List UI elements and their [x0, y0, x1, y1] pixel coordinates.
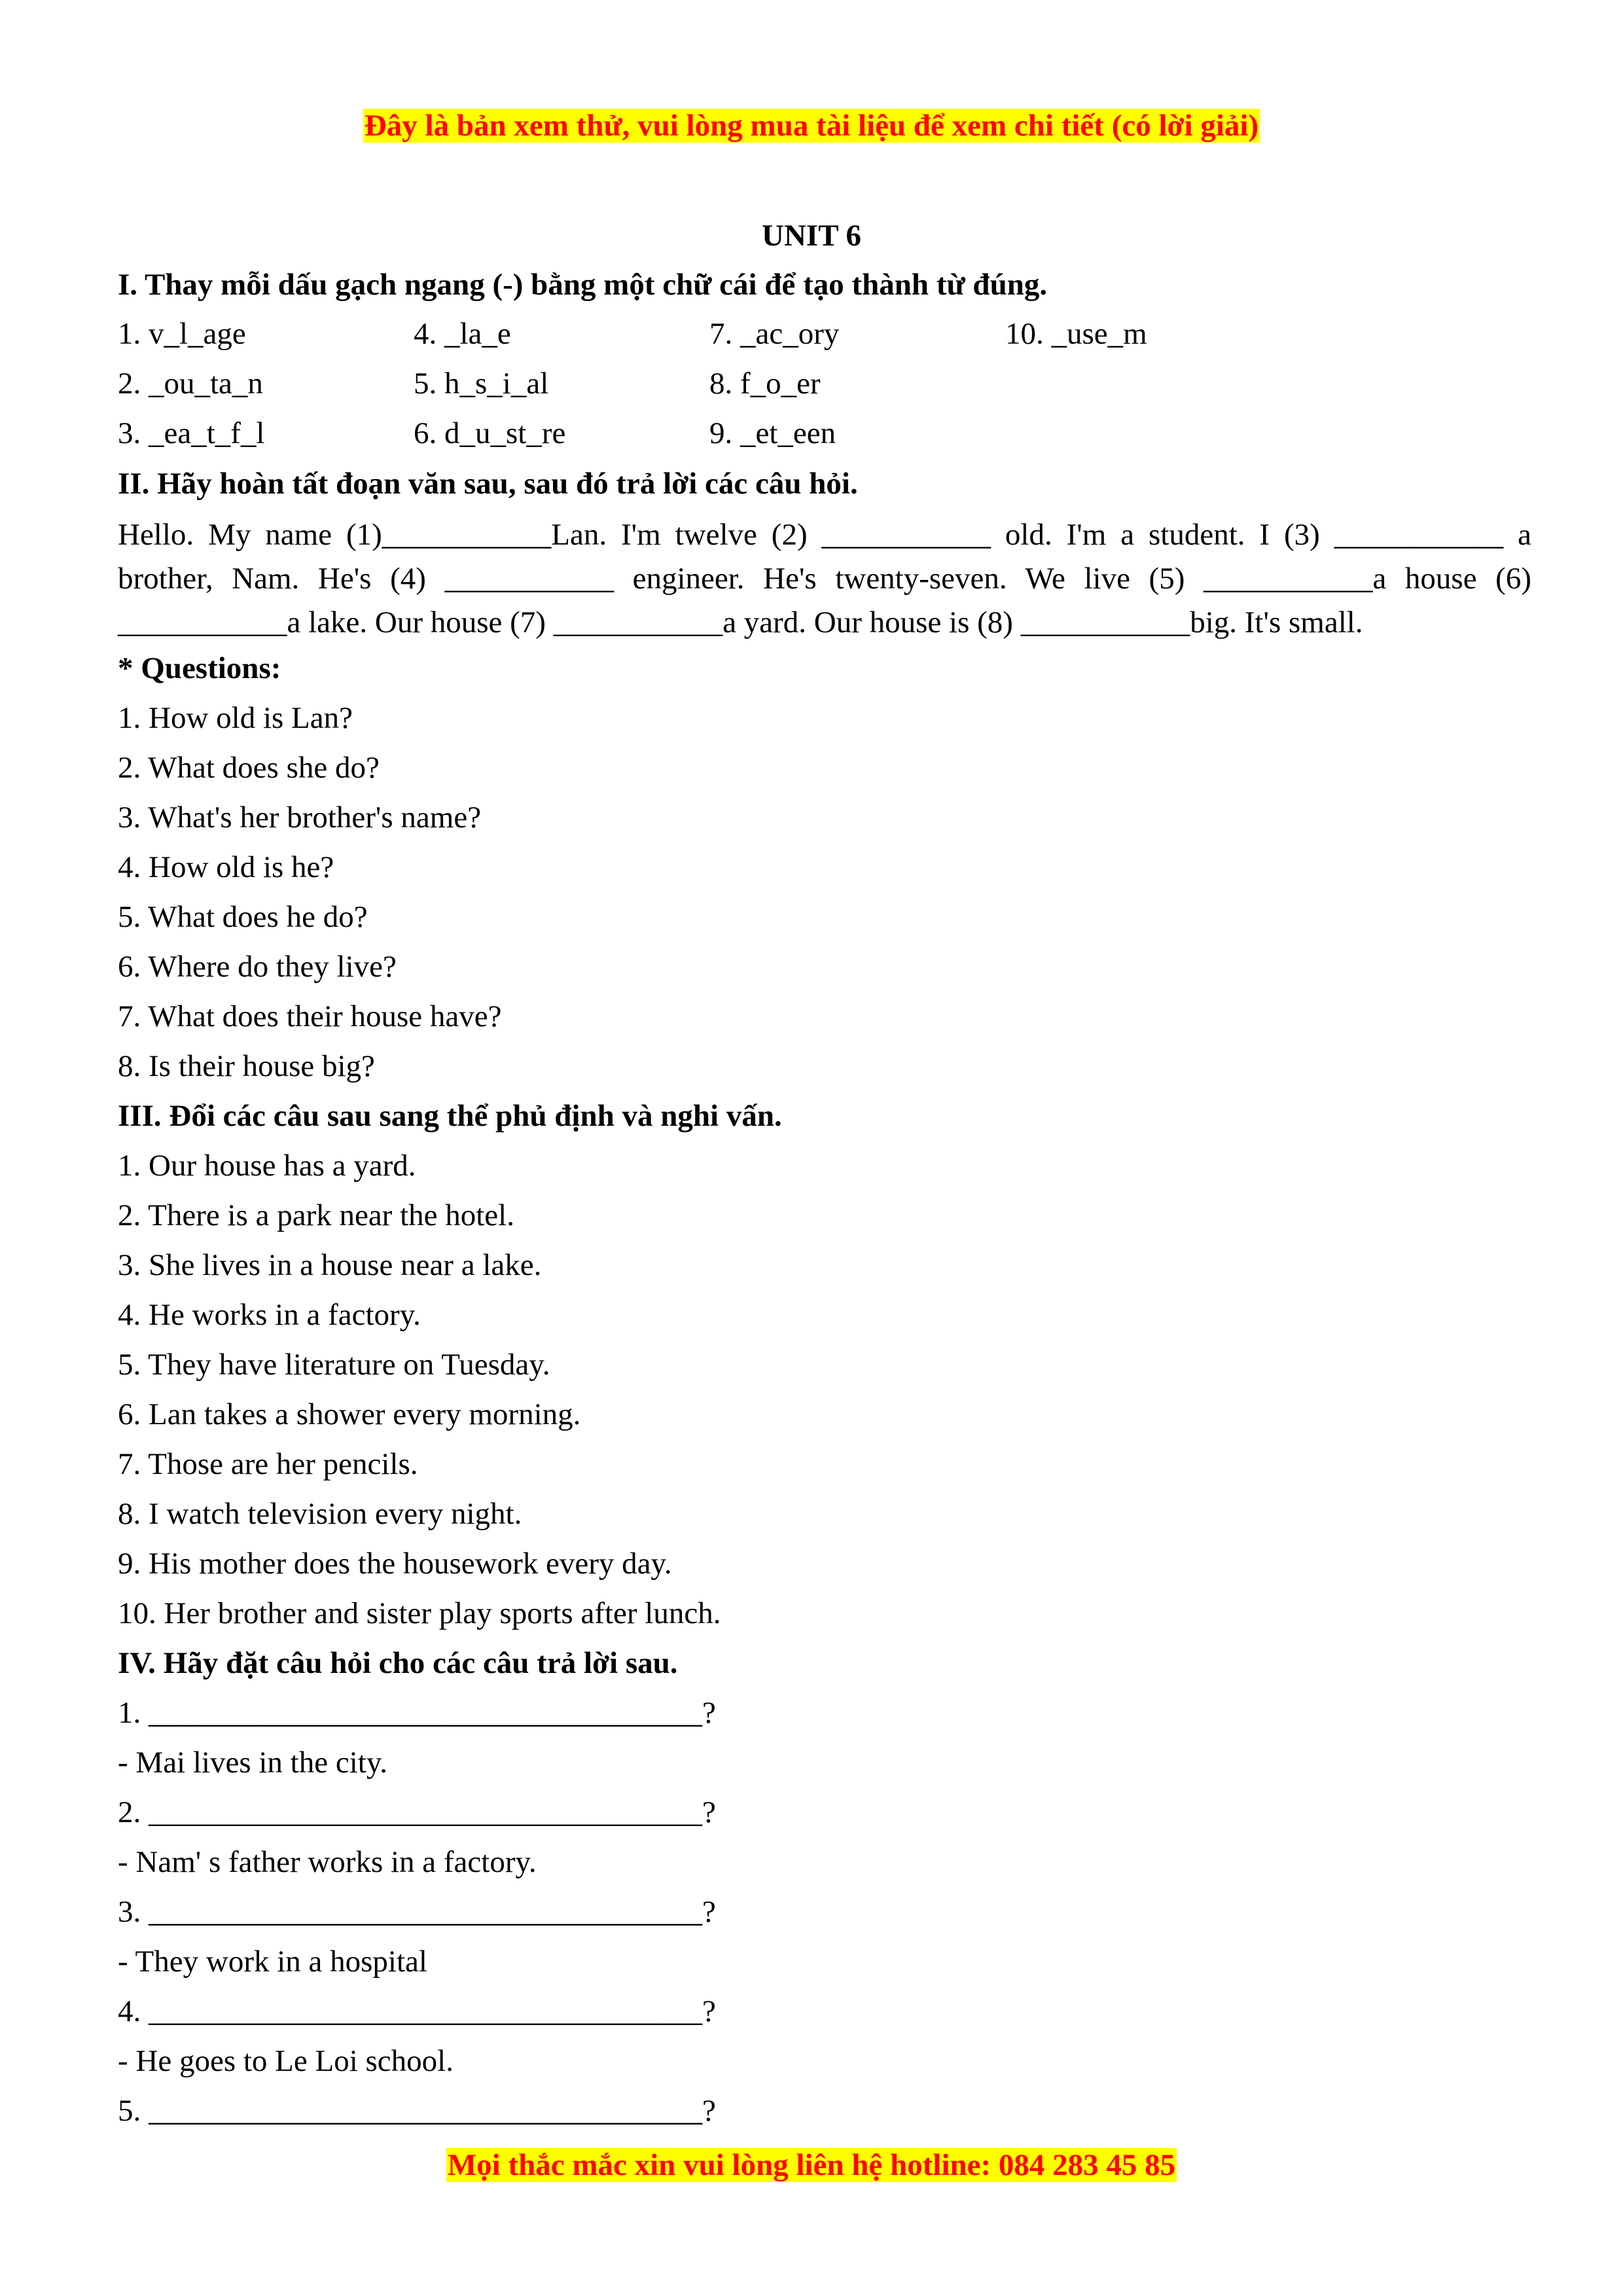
- word-item: 5. h_s_i_al: [414, 367, 549, 401]
- question-item: 2. What does she do?: [118, 751, 380, 785]
- hotline-banner-text: Mọi thắc mắc xin vui lòng liên hệ hotline: 084 283 45 85: [447, 2148, 1176, 2182]
- sentence-item: 3. She lives in a house near a lake.: [118, 1248, 542, 1282]
- section-1-heading: I. Thay mỗi dấu gạch ngang (-) bằng một chữ cái để tạo thành từ đúng.: [118, 268, 1048, 302]
- preview-banner: [0, 108, 1623, 143]
- question-blank-line: 5. ____________________________________?: [118, 2094, 716, 2128]
- section-3-heading: III. Đổi các câu sau sang thể phủ định và nghi vấn.: [118, 1099, 782, 1133]
- word-item: 10. _use_m: [1005, 317, 1147, 351]
- sentence-item: 4. He works in a factory.: [118, 1298, 421, 1332]
- fill-in-passage: Hello. My name (1)___________Lan. I'm twelve (2) ___________ old. I'm a student. I (3) ___________ a brother, Nam. He's (4) ___________ engineer. He's twenty-seven. We live (5) ___________a house (6) ___________a lake. Our house (7) ___________a yard. Our house is (8) ___________big. It's small.: [118, 518, 1531, 639]
- hotline-banner: [0, 2147, 1623, 2183]
- question-blank-line: 2. ____________________________________?: [118, 1795, 716, 1829]
- word-item: 9. _et_een: [709, 416, 836, 450]
- question-blank-line: 4. ____________________________________?: [118, 1994, 716, 2028]
- section-2-heading: II. Hãy hoàn tất đoạn văn sau, sau đó trả lời các câu hỏi.: [118, 467, 858, 501]
- word-item: 1. v_l_age: [118, 317, 246, 351]
- question-blank-line: 1. ____________________________________?: [118, 1696, 716, 1730]
- answer-line: - They work in a hospital: [118, 1945, 427, 1979]
- word-item: 8. f_o_er: [709, 367, 821, 401]
- page-title: UNIT 6: [762, 219, 861, 253]
- word-item: 3. _ea_t_f_l: [118, 416, 265, 450]
- question-item: 1. How old is Lan?: [118, 701, 353, 735]
- word-item: 2. _ou_ta_n: [118, 367, 263, 401]
- question-item: 6. Where do they live?: [118, 950, 397, 984]
- word-item: 6. d_u_st_re: [414, 416, 566, 450]
- sentence-item: 9. His mother does the housework every day.: [118, 1547, 672, 1581]
- question-item: 5. What does he do?: [118, 900, 368, 934]
- section-4-heading: IV. Hãy đặt câu hỏi cho các câu trả lời sau.: [118, 1646, 678, 1680]
- answer-line: - Nam' s father works in a factory.: [118, 1845, 537, 1879]
- sentence-item: 2. There is a park near the hotel.: [118, 1198, 514, 1232]
- sentence-item: 6. Lan takes a shower every morning.: [118, 1397, 581, 1431]
- sentence-item: 1. Our house has a yard.: [118, 1149, 416, 1183]
- word-item: 7. _ac_ory: [709, 317, 840, 351]
- question-item: 3. What's her brother's name?: [118, 800, 482, 834]
- sentence-item: 8. I watch television every night.: [118, 1497, 522, 1531]
- sentence-item: 5. They have literature on Tuesday.: [118, 1348, 550, 1382]
- question-blank-line: 3. ____________________________________?: [118, 1895, 716, 1929]
- answer-line: - Mai lives in the city.: [118, 1746, 388, 1780]
- question-item: 8. Is their house big?: [118, 1049, 375, 1083]
- question-item: 7. What does their house have?: [118, 999, 502, 1033]
- answer-line: - He goes to Le Loi school.: [118, 2044, 454, 2078]
- preview-banner-text: Đây là bản xem thử, vui lòng mua tài liệu để xem chi tiết (có lời giải): [364, 109, 1259, 143]
- sentence-item: 7. Those are her pencils.: [118, 1447, 418, 1481]
- word-item: 4. _la_e: [414, 317, 511, 351]
- sentence-item: 10. Her brother and sister play sports after lunch.: [118, 1596, 721, 1630]
- question-item: 4. How old is he?: [118, 850, 334, 884]
- questions-heading: * Questions:: [118, 651, 281, 685]
